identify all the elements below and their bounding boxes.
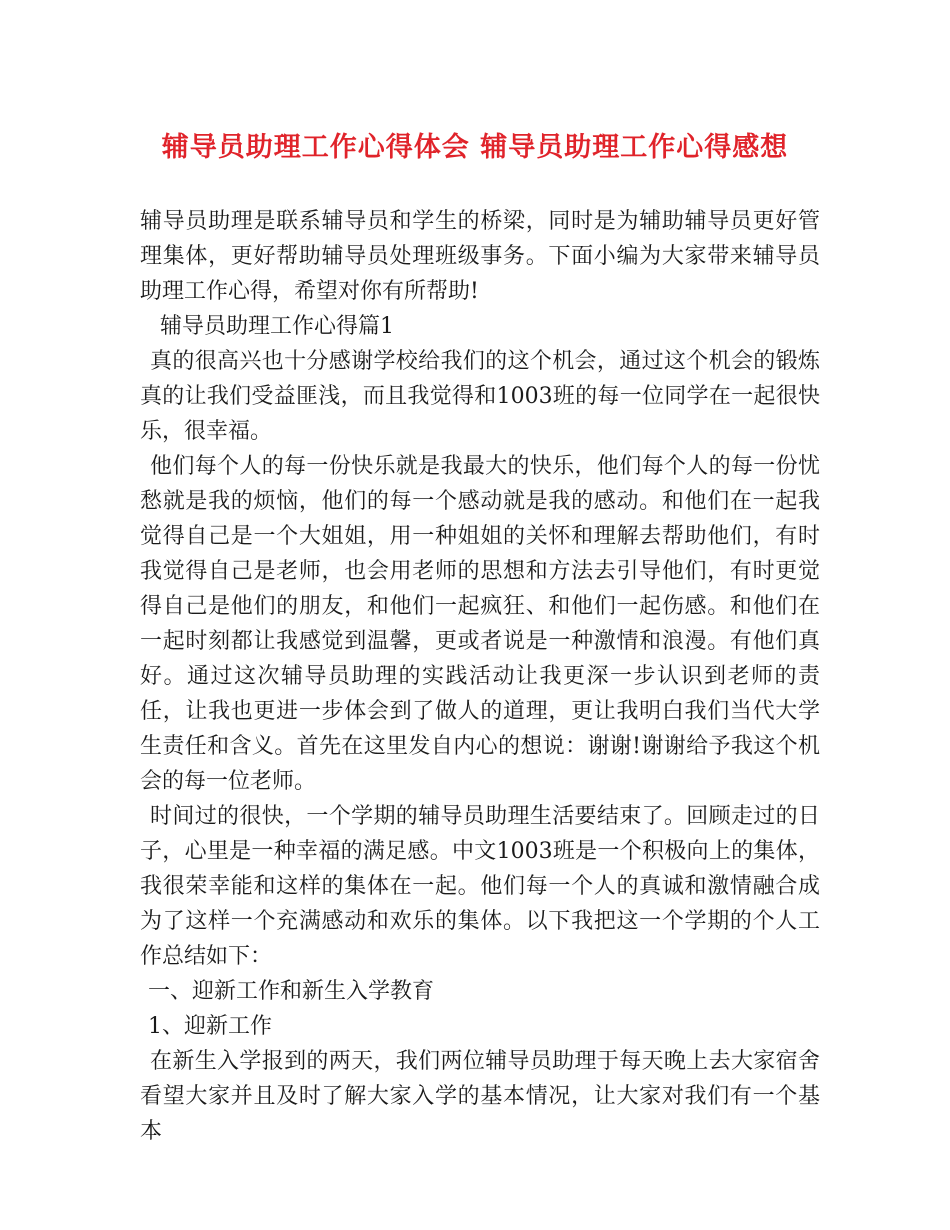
intro-paragraph: 辅导员助理是联系辅导员和学生的桥梁，同时是为辅助辅导员更好管理集体，更好帮助辅导员处理班级事务。下面小编为大家带来辅导员助理工作心得，希望对你有所帮助! xyxy=(140,209,820,304)
subsection-heading: 1、迎新工作 xyxy=(148,1014,272,1039)
document-body xyxy=(140,204,820,1149)
body-paragraph: 时间过的很快，一个学期的辅导员助理生活要结束了。回顾走过的日子，心里是一种幸福的满足感。中文1003班是一个积极向上的集体，我很荣幸能和这样的集体在一起。他们每一个人的真诚和激情融合成为了这样一个充满感动和欢乐的集体。以下我把这一个学期的个人工作总结如下： xyxy=(140,804,820,969)
body-paragraph: 在新生入学报到的两天，我们两位辅导员助理于每天晚上去大家宿舍看望大家并且及时了解大家入学的基本情况，让大家对我们有一个基本 xyxy=(140,1049,820,1144)
subsection-heading: 一、迎新工作和新生入学教育 xyxy=(148,979,435,1004)
section-heading: 辅导员助理工作心得篇1 xyxy=(160,314,394,339)
body-paragraph: 真的很高兴也十分感谢学校给我们的这个机会，通过这个机会的锻炼真的让我们受益匪浅，而且我觉得和1003班的每一位同学在一起很快乐，很幸福。 xyxy=(140,349,820,444)
document-title: 辅导员助理工作心得体会 辅导员助理工作心得感想 xyxy=(161,132,789,163)
body-paragraph: 他们每个人的每一份快乐就是我最大的快乐，他们每个人的每一份忧愁就是我的烦恼，他们的每一个感动就是我的感动。和他们在一起我觉得自己是一个大姐姐，用一种姐姐的关怀和理解去帮助他们，有时我觉得自己是老师，也会用老师的思想和方法去引导他们，有时更觉得自己是他们的朋友，和他们一起疯狂、和他们一起伤感。和他们在一起时刻都让我感觉到温馨，更或者说是一种激情和浪漫。有他们真好。通过这次辅导员助理的实践活动让我更深一步认识到老师的责任，让我也更进一步体会到了做人的道理，更让我明白我们当代大学生责任和含义。首先在这里发自内心的想说：谢谢!谢谢给予我这个机会的每一位老师。 xyxy=(140,454,820,794)
